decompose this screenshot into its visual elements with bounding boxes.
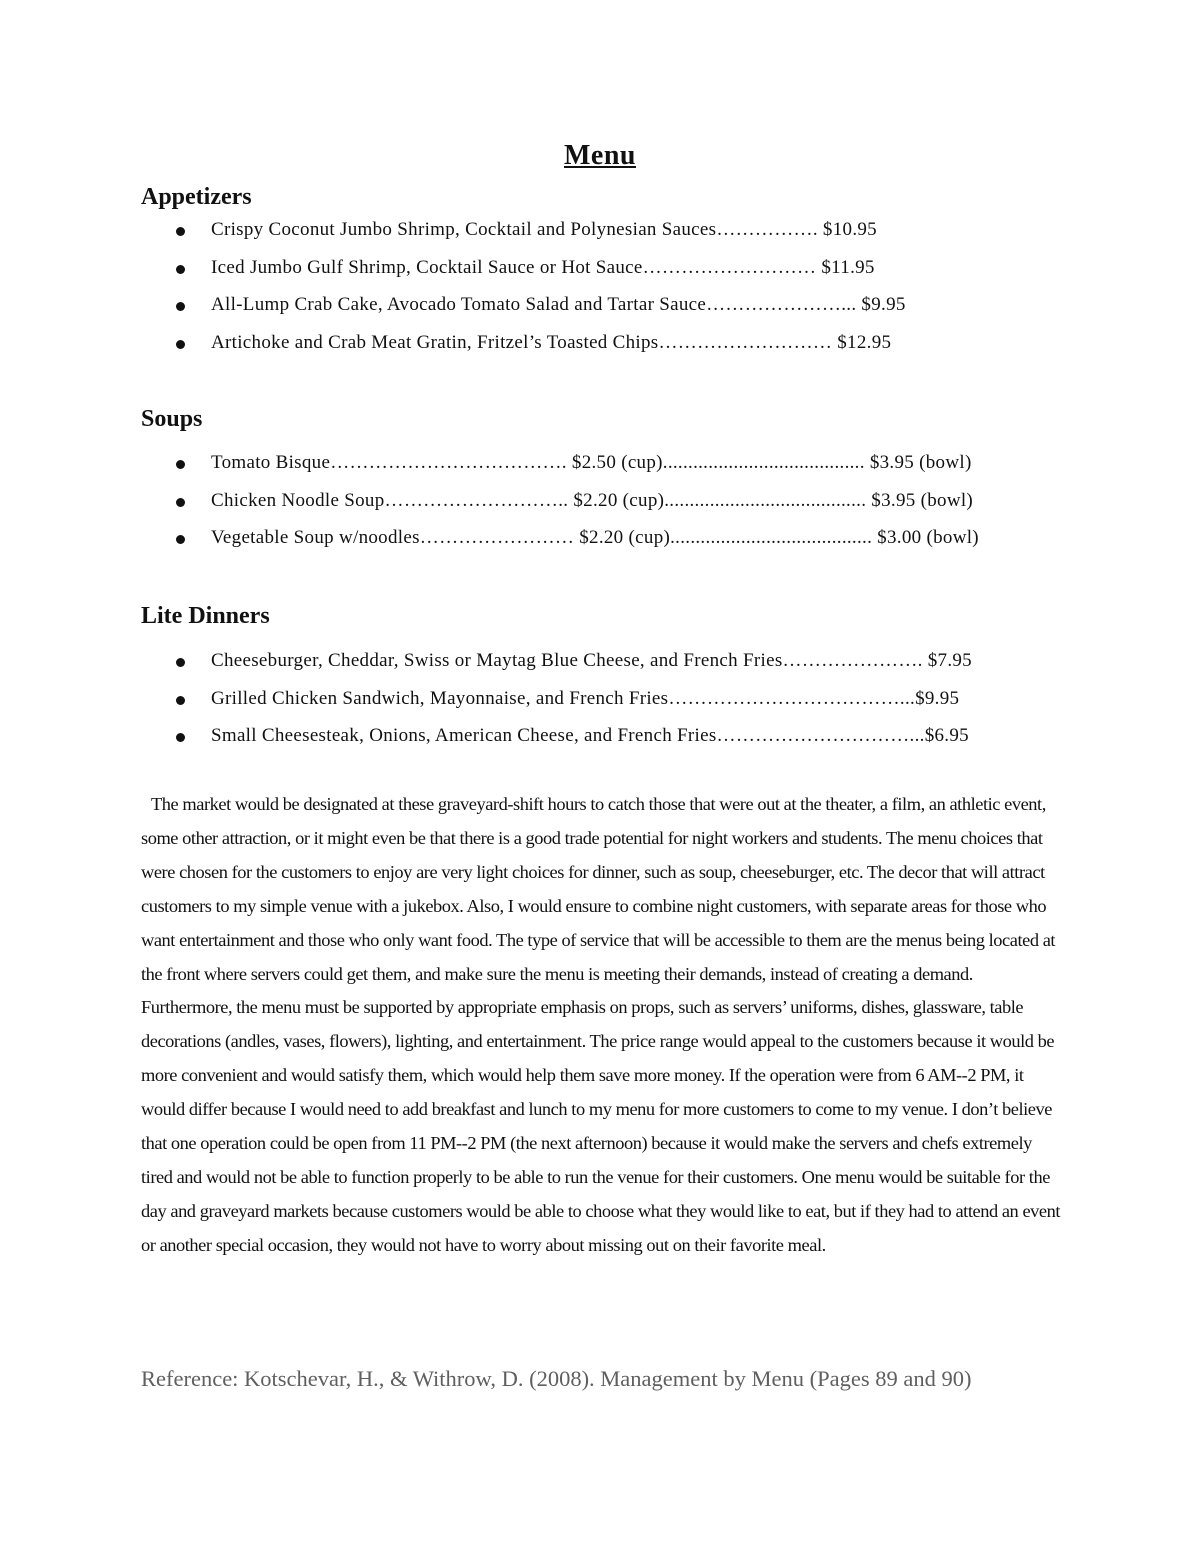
section-heading-appetizers: Appetizers (141, 184, 252, 210)
menu-item-text: Cheeseburger, Cheddar, Swiss or Maytag Blue Cheese, and French Fries…………………. $7.95 (211, 650, 972, 671)
page-title: Menu (564, 140, 636, 171)
bullet-icon (176, 302, 185, 311)
menu-item-text: Artichoke and Crab Meat Gratin, Fritzel’s Toasted Chips……………………… $12.95 (211, 331, 892, 353)
menu-item-text: Tomato Bisque………………………………. $2.50 (cup)........................................ $3.95 (bowl) (211, 452, 972, 473)
section-heading-soups: Soups (141, 406, 203, 432)
menu-item-text: Small Cheesesteak, Onions, American Cheese, and French Fries…………………………...$6.95 (211, 725, 969, 746)
body-paragraph: The market would be designated at these graveyard-shift hours to catch those that were out at the theater, a film, an athletic event, some other attraction, or it might even be that there is a good trade potential for night workers and students. The menu choices that were chosen for the customers to enjoy are very light choices for dinner, such as soup, cheeseburger, etc. The decor that will attract customers to my simple venue with a jukebox. Also, I would ensure to combine night customers, with separate areas for those who want entertainment and those who only want food. The type of service that will be accessible to them are the menus being located at the front where servers could get them, and make sure the menu is meeting their demands, instead of creating a demand. Furthermore, the menu must be supported by appropriate emphasis on props, such as servers’ uniforms, dishes, glassware, table decorations (andles, vases, flowers), lighting, and entertainment. The price range would appeal to the customers because it would be more convenient and would satisfy them, which would help them save more money. If the operation were from 6 AM--2 PM, it would differ because I would need to add breakfast and lunch to my menu for more customers to come to my venue. I don’t believe that one operation could be open from 11 PM--2 PM (the next afternoon) because it would make the servers and chefs extremely tired and would not be able to function properly to be able to run the venue for their customers. One menu would be suitable for the day and graveyard markets because customers would be able to choose what they would like to eat, but if they had to attend an event or another special occasion, they would not have to worry about missing out on their favorite meal. (141, 794, 1061, 1255)
menu-item-text: All-Lump Crab Cake, Avocado Tomato Salad and Tartar Sauce…………………... $9.95 (211, 294, 906, 315)
bullet-icon (176, 733, 185, 742)
menu-item-text: Iced Jumbo Gulf Shrimp, Cocktail Sauce or Hot Sauce……………………… $11.95 (211, 256, 875, 278)
section-heading-lite-dinners: Lite Dinners (141, 603, 270, 629)
bullet-icon (176, 460, 185, 469)
menu-item-text: Vegetable Soup w/noodles…………………… $2.20 (cup)........................................ $3.00 (bowl) (211, 527, 979, 548)
bullet-icon (176, 265, 185, 274)
bullet-icon (176, 535, 185, 544)
bullet-icon (176, 227, 185, 236)
menu-item-text: Chicken Noodle Soup……………………….. $2.20 (cup)........................................ $3.95 (bowl) (211, 489, 974, 511)
bullet-icon (176, 696, 185, 705)
reference-citation: Reference: Kotschevar, H., & Withrow, D. (2008). Management by Menu (Pages 89 and 90) (141, 1366, 972, 1391)
bullet-icon (176, 498, 185, 507)
menu-item-text: Crispy Coconut Jumbo Shrimp, Cocktail and Polynesian Sauces……………. $10.95 (211, 219, 877, 240)
bullet-icon (176, 340, 185, 349)
bullet-icon (176, 658, 185, 667)
menu-item-text: Grilled Chicken Sandwich, Mayonnaise, and French Fries………………………………...$9.95 (211, 687, 960, 709)
